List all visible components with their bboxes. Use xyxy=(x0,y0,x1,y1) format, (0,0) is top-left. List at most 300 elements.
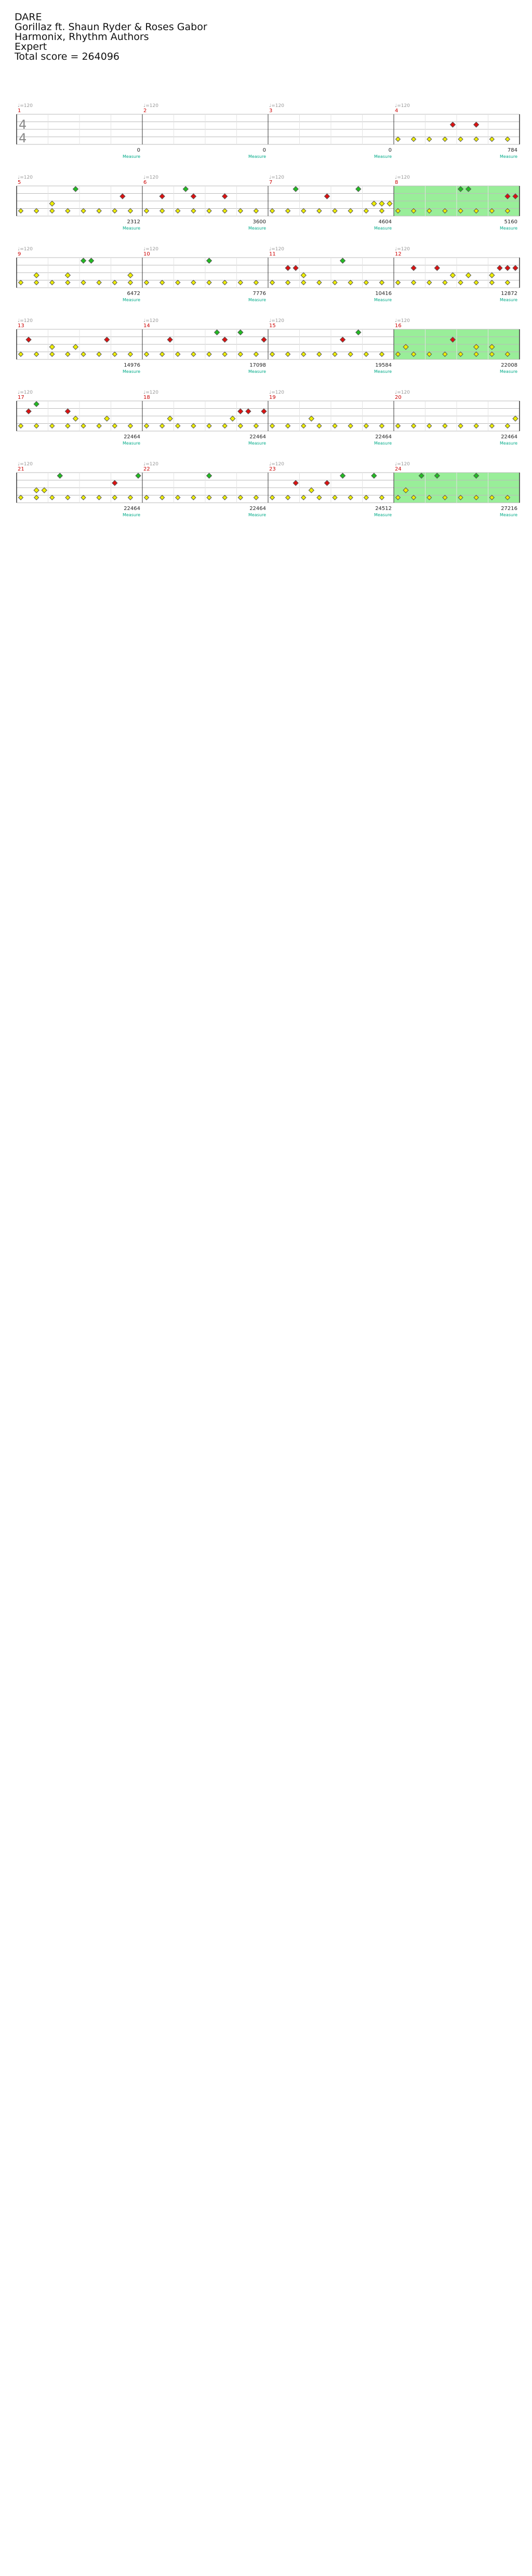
note-yellow xyxy=(128,424,132,428)
note-yellow xyxy=(270,424,275,428)
tempo-label: ♩=120 xyxy=(395,247,410,252)
measure-number: 21 xyxy=(18,466,24,472)
note-yellow xyxy=(112,352,117,357)
note-yellow xyxy=(191,424,196,428)
note-red xyxy=(191,194,196,199)
measure-number: 3 xyxy=(269,108,273,114)
note-yellow xyxy=(489,137,494,142)
note-yellow xyxy=(411,280,416,285)
note-red xyxy=(411,265,416,271)
note-yellow xyxy=(34,280,39,285)
note-yellow xyxy=(19,280,23,285)
note-yellow xyxy=(222,209,227,213)
note-green xyxy=(89,258,94,263)
measure-label: Measure xyxy=(123,513,140,517)
measure-number: 4 xyxy=(395,108,398,114)
note-red xyxy=(26,409,31,414)
note-green xyxy=(73,186,78,192)
note-yellow xyxy=(254,209,258,213)
measure-label: Measure xyxy=(374,369,392,374)
note-yellow xyxy=(176,352,180,357)
note-yellow xyxy=(238,495,243,500)
measure-label: Measure xyxy=(500,154,517,159)
note-yellow xyxy=(489,273,495,278)
note-yellow xyxy=(34,273,39,278)
measure-score: 22464 xyxy=(124,506,140,512)
note-yellow xyxy=(301,280,306,285)
note-yellow xyxy=(301,273,306,278)
note-yellow xyxy=(207,424,211,428)
note-green xyxy=(356,330,361,335)
note-red xyxy=(285,265,290,271)
measure-score: 10416 xyxy=(375,291,392,297)
note-red xyxy=(222,337,228,342)
note-yellow xyxy=(50,209,55,213)
measure-number: 6 xyxy=(143,180,147,185)
tempo-label: ♩=120 xyxy=(395,175,410,180)
measure-label: Measure xyxy=(248,441,266,446)
note-red xyxy=(505,265,510,271)
note-yellow xyxy=(317,352,322,357)
note-yellow xyxy=(348,424,353,428)
tempo-label: ♩=120 xyxy=(143,318,158,324)
measure-number: 17 xyxy=(18,395,24,400)
note-yellow xyxy=(222,424,227,428)
measure-label: Measure xyxy=(123,226,140,231)
note-yellow xyxy=(34,488,39,493)
tempo-label: ♩=120 xyxy=(395,390,410,395)
note-yellow xyxy=(34,424,39,428)
note-yellow xyxy=(144,352,149,357)
measure-score: 3600 xyxy=(252,219,266,225)
note-yellow xyxy=(332,352,337,357)
note-yellow xyxy=(317,495,322,500)
note-green xyxy=(293,186,298,192)
note-yellow xyxy=(34,495,39,500)
tempo-label: ♩=120 xyxy=(395,318,410,324)
note-yellow xyxy=(222,495,227,500)
measure-score: 24512 xyxy=(375,506,392,512)
measure-score: 19584 xyxy=(375,363,392,368)
note-yellow xyxy=(443,280,447,285)
tempo-label: ♩=120 xyxy=(269,462,284,467)
note-yellow xyxy=(301,495,306,500)
note-red xyxy=(167,337,172,342)
time-sig-numerator: 4 xyxy=(19,117,27,132)
measure-number: 15 xyxy=(269,323,276,329)
measure-number: 23 xyxy=(269,466,276,472)
note-yellow xyxy=(270,352,275,357)
tempo-label: ♩=120 xyxy=(269,175,284,180)
note-green xyxy=(215,330,220,335)
note-yellow xyxy=(427,280,432,285)
measure-label: Measure xyxy=(248,298,266,302)
note-yellow xyxy=(301,209,306,213)
measure-number: 24 xyxy=(395,466,402,472)
note-yellow xyxy=(396,424,401,428)
note-yellow xyxy=(332,495,337,500)
note-red xyxy=(293,480,298,486)
note-yellow xyxy=(19,495,23,500)
measure-label: Measure xyxy=(248,369,266,374)
measure-number: 22 xyxy=(143,466,150,472)
note-red xyxy=(222,194,228,199)
note-yellow xyxy=(112,280,117,285)
note-yellow xyxy=(144,280,149,285)
measure-score: 22464 xyxy=(124,434,140,440)
measure-number: 7 xyxy=(269,180,273,185)
note-yellow xyxy=(81,424,86,428)
note-yellow xyxy=(50,495,55,500)
note-yellow xyxy=(19,352,23,357)
note-yellow xyxy=(65,495,70,500)
note-yellow xyxy=(458,280,463,285)
note-yellow xyxy=(443,424,447,428)
measure-label: Measure xyxy=(374,226,392,231)
note-green xyxy=(340,258,345,263)
note-green xyxy=(183,186,188,192)
measure-number: 5 xyxy=(18,180,21,185)
measure-number: 1 xyxy=(18,108,21,114)
note-yellow xyxy=(427,424,432,428)
tempo-label: ♩=120 xyxy=(18,390,33,395)
note-yellow xyxy=(207,495,211,500)
note-yellow xyxy=(34,352,39,357)
note-green xyxy=(34,401,39,407)
tempo-label: ♩=120 xyxy=(18,103,33,109)
note-yellow xyxy=(474,280,478,285)
note-yellow xyxy=(348,352,353,357)
note-red xyxy=(26,337,31,342)
note-yellow xyxy=(309,416,314,421)
note-yellow xyxy=(317,209,322,213)
tempo-label: ♩=120 xyxy=(143,462,158,467)
note-yellow xyxy=(411,137,416,142)
measure-label: Measure xyxy=(123,298,140,302)
note-yellow xyxy=(364,352,368,357)
note-red xyxy=(434,265,440,271)
note-yellow xyxy=(97,352,101,357)
note-yellow xyxy=(286,495,290,500)
note-green xyxy=(81,258,86,263)
note-yellow xyxy=(254,424,258,428)
note-yellow xyxy=(49,344,55,350)
note-red xyxy=(261,409,267,414)
measure-score: 22464 xyxy=(501,434,517,440)
measure-score: 22008 xyxy=(501,363,517,368)
tempo-label: ♩=120 xyxy=(18,175,33,180)
note-red xyxy=(450,122,455,127)
note-yellow xyxy=(286,280,290,285)
measure-number: 9 xyxy=(18,251,21,257)
note-red xyxy=(246,409,251,414)
note-red xyxy=(238,409,243,414)
note-yellow xyxy=(387,201,392,206)
note-yellow xyxy=(50,352,55,357)
note-yellow xyxy=(348,280,353,285)
note-red xyxy=(261,337,267,342)
tempo-label: ♩=120 xyxy=(269,103,284,109)
note-yellow xyxy=(270,495,275,500)
note-yellow xyxy=(81,352,86,357)
measure-score: 7776 xyxy=(252,291,266,297)
note-red xyxy=(104,337,110,342)
measure-label: Measure xyxy=(374,441,392,446)
note-yellow xyxy=(81,495,86,500)
note-yellow xyxy=(65,280,70,285)
note-red xyxy=(120,194,125,199)
measure-score: 5160 xyxy=(504,219,517,225)
note-yellow xyxy=(97,209,101,213)
note-red xyxy=(112,480,117,486)
note-red xyxy=(324,480,329,486)
note-yellow xyxy=(160,352,165,357)
note-yellow xyxy=(513,416,518,421)
tempo-label: ♩=120 xyxy=(18,462,33,467)
note-yellow xyxy=(379,201,384,206)
note-yellow xyxy=(238,209,243,213)
note-yellow xyxy=(160,495,165,500)
note-yellow xyxy=(207,352,211,357)
tempo-label: ♩=120 xyxy=(269,247,284,252)
note-yellow xyxy=(104,416,110,421)
note-yellow xyxy=(489,424,494,428)
note-red xyxy=(513,265,518,271)
note-yellow xyxy=(364,424,368,428)
note-yellow xyxy=(191,280,196,285)
note-green xyxy=(356,186,361,192)
measure-number: 8 xyxy=(395,180,398,185)
measure-label: Measure xyxy=(374,154,392,159)
note-red xyxy=(293,265,298,271)
note-yellow xyxy=(176,280,180,285)
tempo-label: ♩=120 xyxy=(18,318,33,324)
note-yellow xyxy=(73,416,78,421)
measure-score: 22464 xyxy=(375,434,392,440)
note-green xyxy=(238,330,243,335)
tempo-label: ♩=120 xyxy=(143,175,158,180)
tempo-label: ♩=120 xyxy=(395,462,410,467)
note-yellow xyxy=(270,209,275,213)
note-yellow xyxy=(309,488,314,493)
note-yellow xyxy=(176,209,180,213)
measure-label: Measure xyxy=(123,369,140,374)
note-green xyxy=(207,473,212,478)
measure-label: Measure xyxy=(248,154,266,159)
measure-number: 10 xyxy=(143,251,150,257)
note-yellow xyxy=(50,424,55,428)
note-yellow xyxy=(364,280,368,285)
note-yellow xyxy=(191,495,196,500)
note-yellow xyxy=(50,280,55,285)
measure-number: 12 xyxy=(395,251,402,257)
note-yellow xyxy=(286,209,290,213)
note-yellow xyxy=(474,137,478,142)
note-red xyxy=(159,194,165,199)
measure-score: 27216 xyxy=(501,506,517,512)
tempo-label: ♩=120 xyxy=(269,318,284,324)
note-yellow xyxy=(65,424,70,428)
note-yellow xyxy=(144,424,149,428)
measure-label: Measure xyxy=(500,298,517,302)
note-yellow xyxy=(466,273,471,278)
note-yellow xyxy=(254,495,258,500)
note-yellow xyxy=(176,495,180,500)
note-yellow xyxy=(301,424,306,428)
measure-label: Measure xyxy=(123,154,140,159)
measure-label: Measure xyxy=(374,513,392,517)
note-yellow xyxy=(332,280,337,285)
note-yellow xyxy=(65,352,70,357)
measure-score: 12872 xyxy=(501,291,517,297)
note-red xyxy=(497,265,502,271)
note-yellow xyxy=(128,273,133,278)
note-yellow xyxy=(176,424,180,428)
note-red xyxy=(65,409,70,414)
note-yellow xyxy=(128,280,132,285)
song-difficulty: Expert xyxy=(15,41,47,52)
measure-number: 19 xyxy=(269,395,276,400)
note-yellow xyxy=(222,352,227,357)
note-green xyxy=(371,473,377,478)
note-yellow xyxy=(112,209,117,213)
note-yellow xyxy=(489,280,494,285)
note-yellow xyxy=(505,280,510,285)
note-yellow xyxy=(207,209,211,213)
note-yellow xyxy=(49,201,55,206)
measure-score: 4604 xyxy=(378,219,392,225)
note-yellow xyxy=(42,488,47,493)
measure-label: Measure xyxy=(500,441,517,446)
measure-score: 784 xyxy=(507,147,517,153)
measure-score: 6472 xyxy=(127,291,140,297)
note-yellow xyxy=(379,280,384,285)
note-yellow xyxy=(65,209,70,213)
time-sig-denominator: 4 xyxy=(19,131,27,145)
note-yellow xyxy=(254,280,258,285)
tempo-label: ♩=120 xyxy=(18,247,33,252)
measure-score: 0 xyxy=(388,147,392,153)
note-yellow xyxy=(97,495,101,500)
note-yellow xyxy=(207,280,211,285)
note-yellow xyxy=(97,424,101,428)
note-yellow xyxy=(379,352,384,357)
note-yellow xyxy=(317,424,322,428)
note-red xyxy=(340,337,345,342)
measure-label: Measure xyxy=(248,513,266,517)
note-yellow xyxy=(505,137,510,142)
note-yellow xyxy=(379,209,384,213)
note-red xyxy=(324,194,329,199)
measure-label: Measure xyxy=(500,369,517,374)
measure-number: 13 xyxy=(18,323,24,329)
note-yellow xyxy=(364,209,368,213)
measure-number: 2 xyxy=(143,108,147,114)
note-green xyxy=(136,473,141,478)
note-yellow xyxy=(128,352,132,357)
measure-number: 18 xyxy=(143,395,150,400)
note-yellow xyxy=(34,209,39,213)
note-yellow xyxy=(128,495,132,500)
note-yellow xyxy=(332,424,337,428)
note-red xyxy=(474,122,479,127)
measure-score: 0 xyxy=(262,147,266,153)
note-yellow xyxy=(379,495,384,500)
song-title: DARE xyxy=(15,11,42,23)
measure-label: Measure xyxy=(248,226,266,231)
measure-label: Measure xyxy=(123,441,140,446)
measure-label: Measure xyxy=(374,298,392,302)
note-yellow xyxy=(160,280,165,285)
note-yellow xyxy=(238,424,243,428)
note-yellow xyxy=(458,424,463,428)
note-yellow xyxy=(222,280,227,285)
note-yellow xyxy=(97,280,101,285)
measure-label: Measure xyxy=(500,513,517,517)
note-yellow xyxy=(238,280,243,285)
note-green xyxy=(57,473,62,478)
tempo-label: ♩=120 xyxy=(143,103,158,109)
note-yellow xyxy=(19,424,23,428)
tempo-label: ♩=120 xyxy=(143,390,158,395)
measure-label: Measure xyxy=(500,226,517,231)
note-yellow xyxy=(144,209,149,213)
total-score: Total score = 264096 xyxy=(15,51,119,62)
note-yellow xyxy=(474,424,478,428)
note-green xyxy=(207,258,212,263)
measure-number: 11 xyxy=(269,251,276,257)
measure-score: 17098 xyxy=(249,363,266,368)
note-yellow xyxy=(191,209,196,213)
note-yellow xyxy=(73,344,78,350)
note-yellow xyxy=(286,352,290,357)
song-charter: Harmonix, Rhythm Authors xyxy=(15,31,149,43)
note-yellow xyxy=(458,137,463,142)
note-yellow xyxy=(286,424,290,428)
note-yellow xyxy=(160,424,165,428)
song-artist: Gorillaz ft. Shaun Ryder & Roses Gabor xyxy=(15,21,207,33)
note-yellow xyxy=(317,280,322,285)
note-yellow xyxy=(238,352,243,357)
measure-score: 0 xyxy=(137,147,140,153)
note-yellow xyxy=(348,209,353,213)
measure-score: 22464 xyxy=(249,434,266,440)
note-yellow xyxy=(371,201,377,206)
note-yellow xyxy=(379,424,384,428)
note-yellow xyxy=(332,209,337,213)
note-yellow xyxy=(81,209,86,213)
note-yellow xyxy=(144,495,149,500)
note-yellow xyxy=(450,273,455,278)
measure-number: 14 xyxy=(143,323,150,329)
note-yellow xyxy=(254,352,258,357)
measure-score: 2312 xyxy=(127,219,140,225)
note-yellow xyxy=(160,209,165,213)
note-yellow xyxy=(270,280,275,285)
measure-number: 16 xyxy=(395,323,402,329)
note-yellow xyxy=(167,416,172,421)
note-green xyxy=(340,473,345,478)
measure-number: 20 xyxy=(395,395,402,400)
note-yellow xyxy=(112,424,117,428)
measure-score: 22464 xyxy=(249,506,266,512)
note-yellow xyxy=(191,352,196,357)
note-yellow xyxy=(364,495,368,500)
note-yellow xyxy=(128,209,132,213)
note-yellow xyxy=(65,273,70,278)
note-yellow xyxy=(396,280,401,285)
tempo-label: ♩=120 xyxy=(269,390,284,395)
